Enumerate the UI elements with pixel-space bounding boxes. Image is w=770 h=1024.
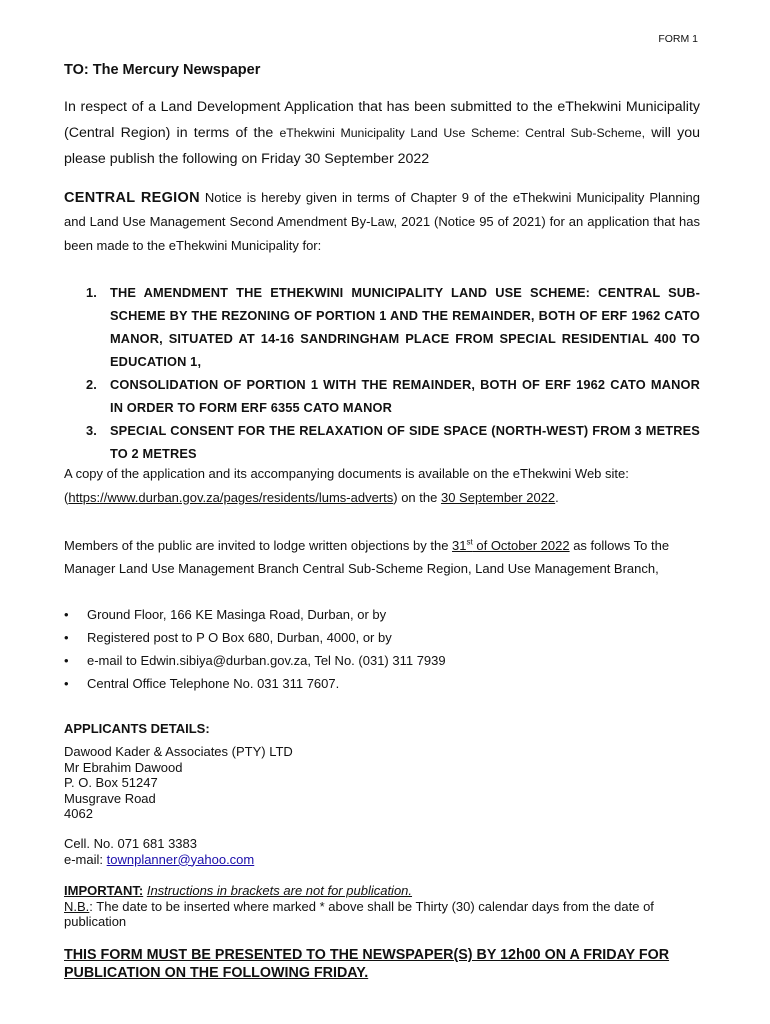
list-item [64,419,700,465]
intro-text-3: will you please publish the following on Friday 30 September 2022 [64,125,700,167]
intro-text-1: In respect of a Land Development Application that has been submitted to the eThekwini Municipality (Central Region) in terms of the [64,99,700,141]
item-number: 3. [86,423,97,438]
applicant-postal-code: 4062 [64,806,93,822]
copy-end: . [555,490,559,505]
applicant-cell: Cell. No. 071 681 3383 [64,836,197,851]
contact-text: Central Office Telephone No. 031 311 7607. [87,676,340,691]
form-label: FORM 1 [658,33,698,45]
intro-text-2: eThekwini Municipality Land Use Scheme: Central Sub-Scheme, [279,126,645,140]
contact-methods-list [64,603,446,695]
important-note [64,883,704,930]
bullet-icon: • [64,630,69,645]
members-text-1: Members of the public are invited to lodge written objections by the [64,538,453,553]
nb-text: : The date to be inserted where marked * above shall be Thirty (30) calendar days from the date of publication [64,898,654,930]
important-line [64,883,704,899]
bullet-icon: • [64,653,69,668]
list-item [64,672,446,695]
copy-line-2 [64,486,700,510]
applicant-po-box: P. O. Box 51247 [64,775,158,791]
copy-date: 30 September 2022 [440,490,556,505]
item-text: CONSOLIDATION OF PORTION 1 WITH THE REMAINDER, BOTH OF ERF 1962 CATO MANOR IN ORDER TO FORM ERF 6355 CATO MANOR [110,377,700,415]
applicant-contact-block [64,836,254,867]
deadline-day: 31 [452,538,467,553]
deadline-month: of October 2022 [472,538,570,553]
email-link[interactable]: townplanner@yahoo.com [106,851,255,867]
members-text-2: as follows To the Manager Land Use Management Branch Central Sub-Scheme Region, Land Use Management Branch, [64,538,670,576]
deadline-suffix: st [466,537,473,547]
applicant-details-heading: APPLICANTS DETAILS: [64,721,210,736]
objections-paragraph [64,534,704,580]
contact-text: e-mail to Edwin.sibiya@durban.gov.za, Tel No. (031) 311 7939 [87,653,446,668]
contact-text: Registered post to P O Box 680, Durban, 4000, or by [87,630,392,645]
nb-label: N.B. [64,898,90,914]
copy-line-1: A copy of the application and its accompanying documents is available on the eThekwini Web site: [64,466,629,481]
paren-open: ( [64,490,69,505]
applicant-company: Dawood Kader & Associates (PTY) LTD [64,744,293,759]
application-items-list [64,281,700,465]
applicant-email-line [64,852,254,868]
item-number: 1. [86,285,97,300]
applicant-address-block [64,744,293,822]
submission-deadline-notice: THIS FORM MUST BE PRESENTED TO THE NEWSPAPER(S) BY 12h00 ON A FRIDAY FOR PUBLICATION ON THE FOLLOWING FRIDAY. [64,947,670,981]
notice-text: Notice is hereby given in terms of Chapter 9 of the eThekwini Municipality Planning and Land Use Management Second Amendment By-Law, 2021 (Notice 95 of 2021) for an application that has been made to the eThekwini Municipality for: [64,190,700,253]
notice-paragraph [64,186,700,258]
recipient-heading: TO: The Mercury Newspaper [64,62,261,78]
applicant-name: Mr Ebrahim Dawood [64,759,183,775]
bullet-icon: • [64,607,69,622]
list-item [64,649,446,672]
item-text: SPECIAL CONSENT FOR THE RELAXATION OF SIDE SPACE (NORTH-WEST) FROM 3 METRES TO 2 METRES [110,423,700,461]
list-item [64,281,700,373]
region-heading: CENTRAL REGION [64,190,200,206]
important-text: Instructions in brackets are not for publication. [146,883,413,898]
item-text: THE AMENDMENT THE ETHEKWINI MUNICIPALITY LAND USE SCHEME: CENTRAL SUB-SCHEME BY THE REZONING OF PORTION 1 AND THE REMAINDER, BOTH OF ERF 1962 CATO MANOR, SITUATED AT 14-16 SANDRINGHAM PLACE FROM SPECIAL RESIDENTIAL 400 TO EDUCATION 1, [110,285,700,369]
objection-deadline [452,538,570,553]
list-item [64,626,446,649]
list-item [64,603,446,626]
bullet-icon: • [64,676,69,691]
website-link[interactable]: https://www.durban.gov.za/pages/residents/lums-adverts [68,490,394,505]
item-number: 2. [86,377,97,392]
list-item [64,373,700,419]
applicant-area: Musgrave Road [64,790,156,806]
copy-middle: ) on the [393,490,441,505]
copy-availability-paragraph [64,462,700,510]
intro-paragraph [64,94,700,172]
nb-line [64,899,704,930]
email-label: e-mail: [64,851,107,867]
contact-text: Ground Floor, 166 KE Masinga Road, Durban, or by [87,607,387,622]
important-label: IMPORTANT: [64,883,144,898]
